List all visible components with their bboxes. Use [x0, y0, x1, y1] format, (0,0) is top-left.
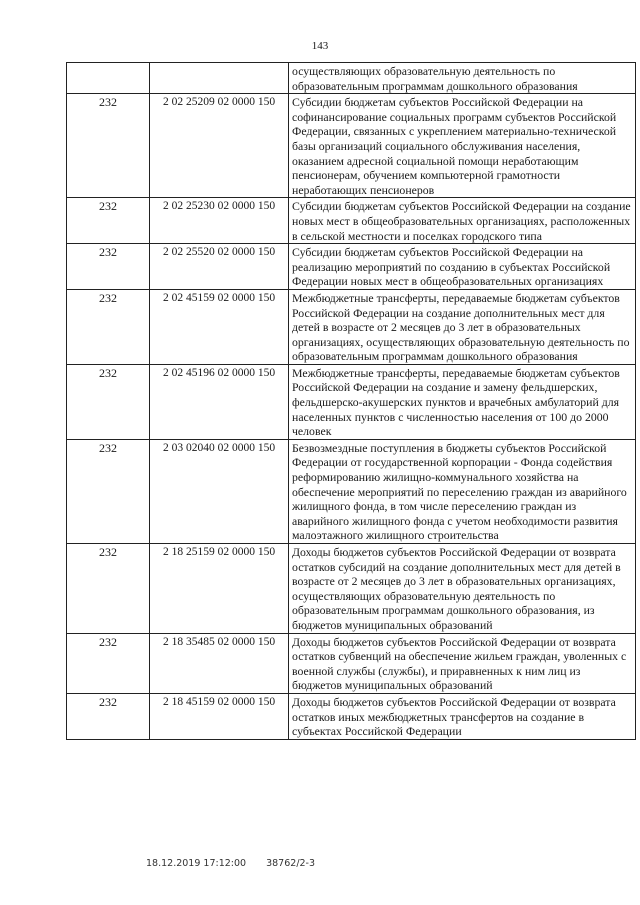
revenue-name-cell: Межбюджетные трансферты, передаваемые бюджетам субъектов Российской Федерации на создание и замену фельдшерских, фельдшерско-акушерских пунктов и врачебных амбулаторий для населенных пунктов с численностью населения от 100 до 2000 человек	[289, 364, 636, 439]
admin-code-cell: 232	[67, 244, 150, 290]
admin-code-cell: 232	[67, 544, 150, 634]
budget-code-cell	[150, 63, 289, 94]
admin-code-cell: 232	[67, 364, 150, 439]
revenue-name-cell: Доходы бюджетов субъектов Российской Федерации от возврата остатков субсидий на создание дополнительных мест для детей в возрасте от 2 месяцев до 3 лет в образовательных организациях, осуществляющих образовательную деятельность по образовательным программам дошкольного образования, из бюджетов муниципальных образований	[289, 544, 636, 634]
admin-code-cell: 232	[67, 198, 150, 244]
budget-code-cell: 2 02 45159 02 0000 150	[150, 289, 289, 364]
table-row	[67, 439, 636, 543]
revenue-name-cell: Доходы бюджетов субъектов Российской Федерации от возврата остатков иных межбюджетных трансфертов на создание в субъектах Российской Федерации	[289, 693, 636, 739]
page-number: 143	[311, 40, 329, 52]
admin-code-cell: 232	[67, 289, 150, 364]
revenue-name-cell: Доходы бюджетов субъектов Российской Федерации от возврата остатков субвенций на обеспечение жильем граждан, уволенных с военной службы (службы), и приравненных к ним лиц из бюджетов муниципальных образований	[289, 633, 636, 693]
footer-timestamp: 18.12.2019 17:12:00	[146, 858, 247, 869]
table-row	[67, 544, 636, 634]
budget-code-cell: 2 18 25159 02 0000 150	[150, 544, 289, 634]
revenue-name-cell: Субсидии бюджетам субъектов Российской Федерации на реализацию мероприятий по созданию в субъектах Российской Федерации новых мест в общеобразовательных организациях	[289, 244, 636, 290]
admin-code-cell: 232	[67, 439, 150, 543]
budget-code-cell: 2 03 02040 02 0000 150	[150, 439, 289, 543]
budget-classification-table	[66, 62, 636, 740]
table-row	[67, 633, 636, 693]
budget-code-cell: 2 02 25230 02 0000 150	[150, 198, 289, 244]
admin-code-cell: 232	[67, 94, 150, 198]
table-row	[67, 198, 636, 244]
table-row	[67, 693, 636, 739]
budget-code-cell: 2 18 35485 02 0000 150	[150, 633, 289, 693]
revenue-name-cell: Субсидии бюджетам субъектов Российской Федерации на создание новых мест в общеобразовательных организациях, расположенных в сельской местности и поселках городского типа	[289, 198, 636, 244]
budget-code-cell: 2 02 25209 02 0000 150	[150, 94, 289, 198]
revenue-name-cell: Безвозмездные поступления в бюджеты субъектов Российской Федерации от государственной корпорации - Фонда содействия реформированию жилищно-коммунального хозяйства на обеспечение мероприятий по переселению граждан из аварийного жилищного фонда, в том числе переселению граждан из аварийного жилищного фонда с учетом необходимости развития малоэтажного жилищного строительства	[289, 439, 636, 543]
table-row	[67, 244, 636, 290]
admin-code-cell: 232	[67, 693, 150, 739]
table-row	[67, 63, 636, 94]
budget-code-cell: 2 02 25520 02 0000 150	[150, 244, 289, 290]
revenue-name-cell: осуществляющих образовательную деятельность по образовательным программам дошкольного образования	[289, 63, 636, 94]
admin-code-cell: 232	[67, 633, 150, 693]
revenue-name-cell: Межбюджетные трансферты, передаваемые бюджетам субъектов Российской Федерации на создание дополнительных мест для детей в возрасте от 2 месяцев до 3 лет в образовательных организациях, осуществляющих образовательную деятельность по образовательным программам дошкольного образования	[289, 289, 636, 364]
revenue-name-cell: Субсидии бюджетам субъектов Российской Федерации на софинансирование социальных программ субъектов Российской Федерации, связанных с укреплением материально-технической базы организаций социального обслуживания населения, оказанием адресной социальной помощи неработающим пенсионерам, обучением компьютерной грамотности неработающих пенсионеров	[289, 94, 636, 198]
budget-code-cell: 2 02 45196 02 0000 150	[150, 364, 289, 439]
footer-document-id: 38762/2-3	[266, 858, 316, 869]
table-row	[67, 289, 636, 364]
budget-code-cell: 2 18 45159 02 0000 150	[150, 693, 289, 739]
admin-code-cell	[67, 63, 150, 94]
document-footer	[146, 858, 315, 869]
table-row	[67, 364, 636, 439]
table-row	[67, 94, 636, 198]
